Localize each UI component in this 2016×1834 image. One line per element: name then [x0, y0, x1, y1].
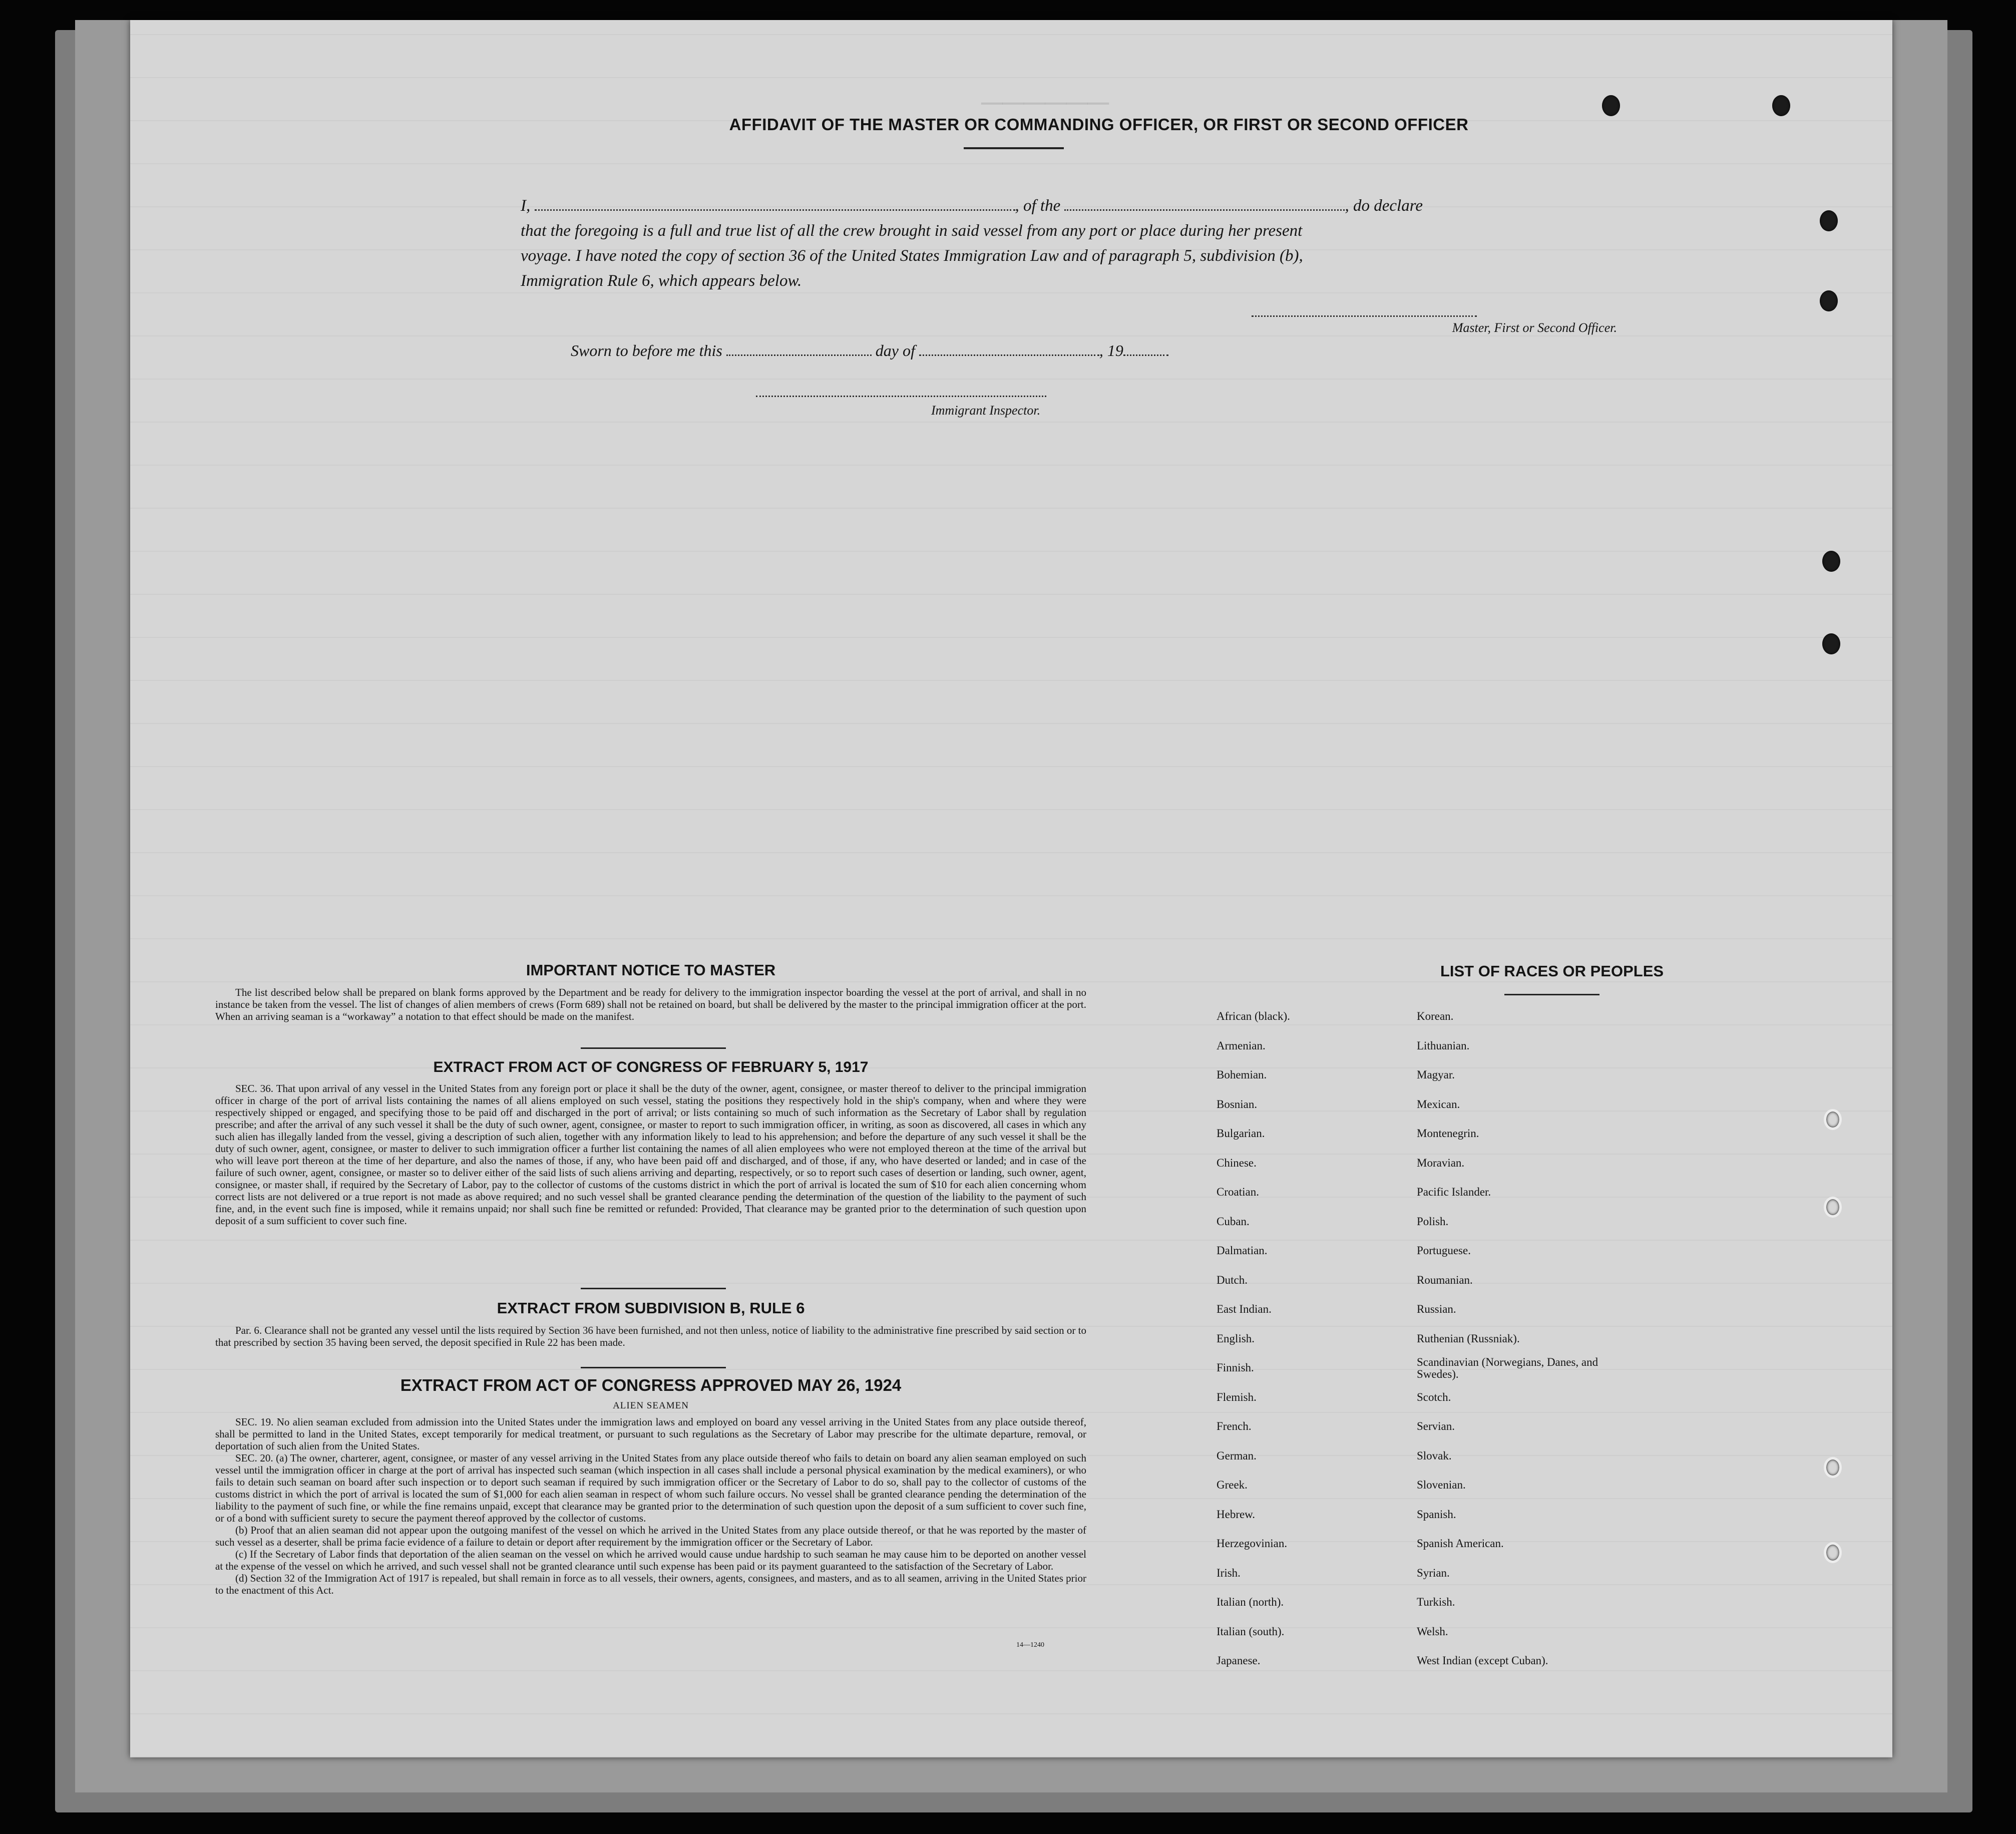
race-item: Flemish.: [1217, 1391, 1257, 1403]
inspector-line: [756, 396, 1046, 397]
affidavit-i: I,: [521, 197, 531, 215]
race-item: Scandinavian (Norwegians, Danes, and Swedes).: [1417, 1356, 1598, 1380]
binder-hole: [1822, 633, 1840, 654]
race-item: Dutch.: [1217, 1274, 1248, 1286]
bleed-through-ghost: ──────: [981, 86, 1109, 119]
affidavit-do-declare: , do declare: [1345, 197, 1423, 215]
vessel-blank: [1064, 197, 1345, 211]
race-item: Lithuanian.: [1417, 1039, 1470, 1052]
race-item: Portuguese.: [1417, 1244, 1471, 1257]
sworn-year-label: , 19: [1099, 341, 1123, 359]
act-1924-text: [215, 1416, 1086, 1596]
race-item: Slovak.: [1417, 1449, 1452, 1462]
race-item: Slovenian.: [1417, 1479, 1466, 1491]
affidavit-line-2: that the foregoing is a full and true list of all the crew brought in said vessel from any port or place during her present: [521, 222, 1303, 240]
act-1924-sec-20c: (c) If the Secretary of Labor finds that deportation of the alien seaman on the vessel on which he arrived would cause undue hardship to such seaman he may cause him to be deported on another vessel at the expense of the vessel on which he arrived, and such vessel shall not be granted clearance until such expense has been paid or its payment guaranteed to the satisfaction of the Secretary of Labor.: [215, 1548, 1086, 1572]
race-item: Irish.: [1217, 1567, 1241, 1579]
binder-hole: [1820, 210, 1838, 231]
race-item: Hebrew.: [1217, 1508, 1256, 1521]
race-item: Turkish.: [1417, 1596, 1455, 1608]
binder-hole: [1820, 290, 1838, 311]
sworn-line: [571, 341, 1168, 360]
race-item: Polish.: [1417, 1215, 1449, 1228]
rule-6-text: [215, 1324, 1086, 1348]
signature-label: Master, First or Second Officer.: [1452, 320, 1617, 335]
race-item: Armenian.: [1217, 1039, 1266, 1052]
race-item: Roumanian.: [1417, 1274, 1473, 1286]
race-item: East Indian.: [1217, 1303, 1272, 1315]
race-item: German.: [1217, 1449, 1257, 1462]
day-blank: [726, 342, 872, 356]
races-title: LIST OF RACES OR PEOPLES: [1440, 962, 1664, 980]
form-number: 14—1240: [1016, 1641, 1044, 1649]
race-item: Greek.: [1217, 1479, 1248, 1491]
race-item: French.: [1217, 1420, 1252, 1432]
affidavit-title: AFFIDAVIT OF THE MASTER OR COMMANDING OFFICER, OR FIRST OR SECOND OFFICER: [729, 115, 1469, 134]
race-item: Bohemian.: [1217, 1068, 1267, 1081]
affidavit-body: [521, 193, 1602, 293]
race-item: Croatian.: [1217, 1186, 1259, 1198]
race-item: Syrian.: [1417, 1567, 1450, 1579]
inspector-label: Immigrant Inspector.: [931, 403, 1041, 418]
race-item: Magyar.: [1417, 1068, 1455, 1081]
race-item: Bulgarian.: [1217, 1127, 1265, 1140]
race-item: Montenegrin.: [1417, 1127, 1479, 1140]
race-item: Finnish.: [1217, 1361, 1254, 1374]
race-item: Welsh.: [1417, 1625, 1448, 1638]
sworn-prefix: Sworn to before me this: [571, 341, 722, 359]
month-blank: [919, 342, 1099, 356]
act-1924-sec-20d: (d) Section 32 of the Immigration Act of 1917 is repealed, but shall remain in force as to all vessels, their owners, agents, consignees, and masters, and as to all seamen, arriving in the United States prior to the enactment of this Act.: [215, 1572, 1086, 1596]
notice-text: [215, 986, 1086, 1022]
year-blank: [1123, 342, 1168, 356]
binder-hole: [1824, 1457, 1842, 1478]
race-item: Japanese.: [1217, 1654, 1261, 1667]
race-item: Scotch.: [1417, 1391, 1451, 1403]
affidavit-line-1: [521, 193, 1602, 218]
race-item: English.: [1217, 1332, 1255, 1345]
act-1924-title: EXTRACT FROM ACT OF CONGRESS APPROVED MAY 26, 1924: [400, 1376, 902, 1394]
act-1917-title: EXTRACT FROM ACT OF CONGRESS OF FEBRUARY 5, 1917: [433, 1059, 869, 1075]
act-1924-sec-19: SEC. 19. No alien seaman excluded from admission into the United States under the immigration laws and employed on board any vessel arriving in the United States from any place outside thereof, shall be permitted to land in the United States, except temporarily for medical treatment, or pursuant to such regulations as the Secretary of Labor may prescribe for the ultimate departure, removal, or deportation of such alien from the United States.: [215, 1416, 1086, 1452]
title-rule: [964, 147, 1064, 149]
rule-6-paragraph: Par. 6. Clearance shall not be granted any vessel until the lists required by Section 36 have been furnished, and not then unless, notice of liability to the administrative fine prescribed by said section or to that prescribed by section 35 having been served, the deposit specified in Rule 22 has been made.: [215, 1324, 1086, 1348]
act-1917-text: [215, 1082, 1086, 1227]
binder-hole: [1602, 95, 1620, 116]
race-item: Servian.: [1417, 1420, 1455, 1432]
notice-paragraph: The list described below shall be prepared on blank forms approved by the Department and be ready for delivery to the immigration inspector boarding the vessel at the port of arrival, and shall in no instance be taken from the vessel. The list of changes of alien members of crews (Form 689) shall not be retained on board, but shall be delivered by the master to the principal immigration officer at the port. When an arriving seaman is a “workaway” a notation to that effect should be made on the manifest.: [215, 986, 1086, 1022]
race-item: African (black).: [1217, 1010, 1290, 1022]
race-item: Bosnian.: [1217, 1098, 1258, 1111]
race-item: Moravian.: [1417, 1157, 1465, 1169]
act-1924-sec-20b: (b) Proof that an alien seaman did not appear upon the outgoing manifest of the vessel on which he arrived in the United States from any place outside thereof, or that he was reported by the master of such vessel as a deserter, shall be prima facie evidence of a failure to detain or deport after requirement by the immigration officer or the Secretary of Labor.: [215, 1524, 1086, 1548]
race-item: Italian (north).: [1217, 1596, 1284, 1608]
race-item: Cuban.: [1217, 1215, 1250, 1228]
race-item: Chinese.: [1217, 1157, 1257, 1169]
binder-hole: [1822, 551, 1840, 572]
name-blank: [535, 197, 1015, 211]
race-item: Russian.: [1417, 1303, 1456, 1315]
race-item: Spanish.: [1417, 1508, 1456, 1521]
notice-title: IMPORTANT NOTICE TO MASTER: [526, 961, 776, 979]
races-title-rule: [1504, 994, 1599, 995]
manifest-page: [130, 20, 1892, 1757]
section-rule: [581, 1288, 726, 1289]
sworn-day-label: day of: [875, 341, 915, 359]
affidavit-of-the: , of the: [1015, 197, 1061, 215]
binder-hole: [1824, 1197, 1842, 1218]
race-item: Korean.: [1417, 1010, 1454, 1022]
rule-6-title: EXTRACT FROM SUBDIVISION B, RULE 6: [497, 1299, 805, 1317]
binder-hole: [1824, 1542, 1842, 1563]
race-item: Spanish American.: [1417, 1537, 1504, 1550]
section-rule: [581, 1047, 726, 1049]
section-rule: [581, 1367, 726, 1368]
signature-line: [1252, 315, 1477, 317]
binder-hole: [1824, 1109, 1842, 1130]
race-item: Dalmatian.: [1217, 1244, 1268, 1257]
act-1924-subtitle: ALIEN SEAMEN: [613, 1400, 689, 1411]
affidavit-line-4: Immigration Rule 6, which appears below.: [521, 272, 802, 290]
act-1917-paragraph: SEC. 36. That upon arrival of any vessel in the United States from any foreign port or place it shall be the duty of the owner, agent, consignee, or master thereof to deliver to the principal immigration officer in charge of the port of arrival lists containing the names of all aliens employed on such vessel, stating the positions they respectively hold in the ship's company, when and where they were respectively shipped or engaged, and specifying those to be paid off and discharged in the port of arrival; or lists containing so much of such information as the Secretary of Labor shall by regulation prescribe; and after the arrival of any such vessel it shall be the duty of such owner, agent, consignee, or master to report to such immigration officer, in writing, as soon as discovered, all cases in which any such alien has illegally landed from the vessel, giving a description of such alien, together with any information likely to lead to his apprehension; and before the departure of any such vessel it shall be the duty of such owner, agent, consignee, or master to deliver to such immigration officer a further list containing the names of all alien employees who were not employed thereon at the time of the arrival but who will leave port thereon at the time of her departure, and also the names of those, if any, who have been paid off and discharged, and of those, if any, who have deserted or landed; and in case of the failure of such owner, agent, consignee, or master so to deliver either of the said lists of such aliens arriving and departing, respectively, or so to report such cases of desertion or landing, such owner, agent, consignee, or master shall, if required by the Secretary of Labor, pay to the collector of customs of the customs district in which the port of arrival is located the sum of $10 for each alien concerning whom correct lists are not delivered or a true report is not made as above required; and no such vessel shall be granted clearance pending the determination of the question of the liability to the payment of such fine, and, in the event such fine is imposed, while it remains unpaid; nor shall such fine be remitted or refunded: Provided, That clearance may be granted prior to the determination of such question upon deposit of a sum sufficient to cover such fine.: [215, 1082, 1086, 1227]
race-item: Herzegovinian.: [1217, 1537, 1288, 1550]
race-item: West Indian (except Cuban).: [1417, 1654, 1548, 1667]
race-item: Mexican.: [1417, 1098, 1460, 1111]
race-item: Ruthenian (Russniak).: [1417, 1332, 1520, 1345]
act-1924-sec-20a: SEC. 20. (a) The owner, charterer, agent, consignee, or master of any vessel arriving in the United States from any place outside thereof who fails to detain on board any alien seaman employed on such vessel until the immigration officer in charge at the port of arrival has inspected such seaman (which inspection in all cases shall include a personal physical examination by the medical examiners), or who fails to detain such seaman on board after such inspection or to deport such seaman if required by such immigration officer or the Secretary of Labor to do so, shall pay to the collector of customs of the customs district in which the port of arrival is located the sum of $1,000 for each alien seaman in respect of whom such failure occurs. No vessel shall be granted clearance pending the determination of the liability to the payment of such fine, or while the fine remains unpaid, except that clearance may be granted prior to the determination of such question upon the deposit of a sum sufficient to cover such fine, or of a bond with sufficient surety to secure the payment thereof approved by the collector of customs.: [215, 1452, 1086, 1524]
affidavit-line-3: voyage. I have noted the copy of section 36 of the United States Immigration Law and of paragraph 5, subdivision (b),: [521, 247, 1303, 265]
race-item: Pacific Islander.: [1417, 1186, 1491, 1198]
binder-hole: [1772, 95, 1790, 116]
race-item: Italian (south).: [1217, 1625, 1285, 1638]
